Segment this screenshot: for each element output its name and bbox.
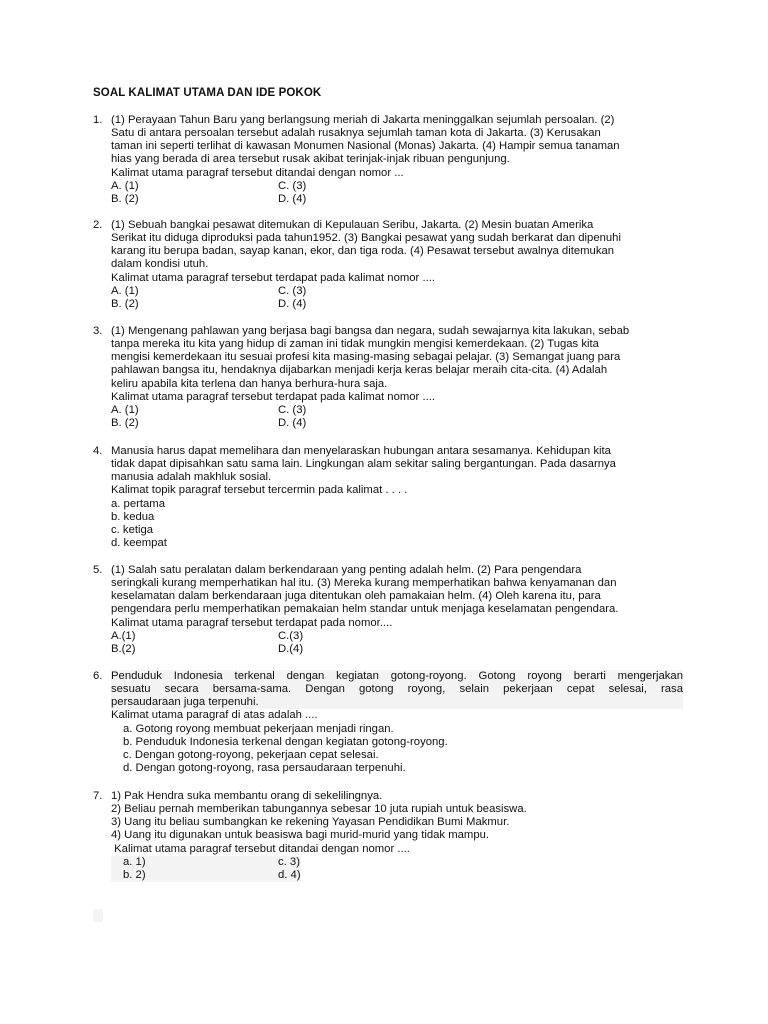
option-d: D. (4) bbox=[278, 417, 307, 430]
question-4 bbox=[93, 445, 683, 550]
option-c: C.(3) bbox=[278, 629, 304, 642]
option-c: C. (3) bbox=[278, 179, 307, 192]
question-1 bbox=[93, 114, 683, 206]
option-b: b. kedua bbox=[111, 510, 155, 523]
question-6 bbox=[93, 670, 683, 775]
option-d: D. (4) bbox=[278, 192, 307, 205]
question-text-line: tanpa mereka itu kita yang hidup di zaman ini tidak mungkin mengisi kemerdekaan. (2) Tugas kita bbox=[111, 338, 599, 351]
question-7 bbox=[93, 790, 683, 882]
option-c: C. (3) bbox=[278, 284, 307, 297]
option-d: d. Dengan gotong-royong, rasa persaudaraan terpenuhi. bbox=[123, 762, 406, 775]
question-text-line: manusia adalah makhluk sosial. bbox=[111, 471, 272, 484]
question-text-line: karang itu berupa badan, sayap kanan, ekor, dan tiga roda. (4) Pesawat tersebut awalnya ditemukan bbox=[111, 245, 615, 258]
question-number: 1. bbox=[93, 114, 103, 126]
question-text-line: hias yang berada di area tersebut rusak akibat terinjak-injak ribuan pengunjung. bbox=[111, 153, 510, 166]
question-text-line: keliru apabila kita terlena dan hanya berhura-hura saja. bbox=[111, 377, 388, 390]
question-text-line: 4) Uang itu digunakan untuk beasiswa bagi murid-murid yang tidak mampu. bbox=[111, 829, 490, 842]
question-prompt: Kalimat utama paragraf di atas adalah .... bbox=[111, 709, 318, 722]
question-text-line: seringkali kurang memperhatikan hal itu. (3) Mereka kurang memperhatikan bahwa kenyamanan dan bbox=[111, 577, 617, 590]
question-text-line: (1) Salah satu peralatan dalam berkendaraan yang penting adalah helm. (2) Para pengendara bbox=[111, 564, 582, 576]
question-prompt: Kalimat utama paragraf tersebut ditandai dengan nomor .... bbox=[111, 842, 410, 855]
question-text-line: 2) Beliau pernah memberikan tabungannya sebesar 10 juta rupiah untuk beasiswa. bbox=[111, 803, 527, 816]
question-text-line: mengisi kemerdekaan itu sesuai profesi kita masing-masing sebagai pelajar. (3) Semangat juang para bbox=[111, 351, 621, 364]
question-prompt: Kalimat topik paragraf tersebut tercermin pada kalimat . . . . bbox=[111, 484, 408, 497]
option-a: A. (1) bbox=[111, 403, 139, 416]
option-d: d. keempat bbox=[111, 537, 167, 550]
option-b: b. Penduduk Indonesia terkenal dengan kegiatan gotong-royong. bbox=[123, 735, 448, 748]
question-text-line: tidak dapat dipisahkan satu sama lain. Lingkungan alam sekitar saling bergantungan. Pada dasarnya bbox=[111, 458, 616, 471]
question-text-line: pahlawan bangsa itu, hendaknya dijabarkan menjadi kerja keras belajar meraih cita-cita. (4) Adalah bbox=[111, 364, 608, 377]
question-text-line: dalam kondisi utuh. bbox=[111, 258, 209, 271]
question-2 bbox=[93, 219, 683, 311]
option-d: d. 4) bbox=[278, 868, 301, 881]
question-text-line: Penduduk Indonesia terkenal dengan kegiatan gotong-royong. Gotong royong berarti mengerjakan bbox=[111, 670, 683, 682]
question-prompt: Kalimat utama paragraf tersebut terdapat pada kalimat nomor .... bbox=[111, 271, 436, 284]
question-text-line: pengendara perlu memperhatikan pemakaian helm standar untuk menjaga keselamatan pengendara. bbox=[111, 603, 619, 616]
option-c: C. (3) bbox=[278, 403, 307, 416]
option-b: B. (2) bbox=[111, 192, 139, 205]
question-text-line: taman ini seperti terlihat di kawasan Monumen Nasional (Monas) Jakarta. (4) Hampir semua tanaman bbox=[111, 140, 620, 153]
question-text-line: persaudaraan juga terpenuhi. bbox=[111, 696, 683, 709]
question-prompt: Kalimat utama paragraf tersebut terdapat pada kalimat nomor .... bbox=[111, 390, 436, 403]
page-title: SOAL KALIMAT UTAMA DAN IDE POKOK bbox=[93, 87, 322, 99]
option-d: D. (4) bbox=[278, 297, 307, 310]
question-number: 3. bbox=[93, 325, 103, 337]
question-number: 4. bbox=[93, 445, 103, 457]
question-3 bbox=[93, 325, 683, 430]
option-c: c. 3) bbox=[278, 855, 300, 868]
question-number: 2. bbox=[93, 219, 103, 231]
option-a: a. pertama bbox=[111, 497, 166, 510]
option-d: D.(4) bbox=[278, 642, 304, 655]
question-5 bbox=[93, 564, 683, 656]
question-text-line: (1) Perayaan Tahun Baru yang berlangsung meriah di Jakarta meninggalkan sejumlah persoalan. (2) bbox=[111, 114, 615, 126]
question-prompt: Kalimat utama paragraf tersebut terdapat pada nomor.... bbox=[111, 616, 393, 629]
option-b: b. 2) bbox=[123, 868, 146, 881]
option-b: B. (2) bbox=[111, 297, 139, 310]
question-number: 5. bbox=[93, 564, 103, 576]
option-a: A. (1) bbox=[111, 179, 139, 192]
question-text-line: Manusia harus dapat memelihara dan menyelaraskan hubungan antara sesamanya. Kehidupan kita bbox=[111, 445, 611, 457]
question-number: 7. bbox=[93, 790, 103, 802]
question-text-line: 1) Pak Hendra suka membantu orang di sekelilingnya. bbox=[111, 790, 383, 802]
option-c: c. Dengan gotong-royong, pekerjaan cepat selesai. bbox=[123, 748, 379, 761]
option-c: c. ketiga bbox=[111, 523, 154, 536]
option-b: B.(2) bbox=[111, 642, 136, 655]
option-a: A.(1) bbox=[111, 629, 136, 642]
option-a: a. 1) bbox=[123, 855, 146, 868]
question-text-line: Serikat itu diduga diproduksi pada tahun1952. (3) Bangkai pesawat yang sudah berkarat dan dipenuhi bbox=[111, 232, 621, 245]
question-text-line: (1) Sebuah bangkai pesawat ditemukan di Kepulauan Seribu, Jakarta. (2) Mesin buatan Amerika bbox=[111, 219, 594, 231]
question-text-line: keselamatan dalam berkendaraan juga ditentukan oleh pamakaian helm. (4) Oleh karena itu, para bbox=[111, 590, 601, 603]
question-text-line: sesuatu secara bersama-sama. Dengan gotong royong, selain pekerjaan cepat selesai, rasa bbox=[111, 683, 683, 696]
question-text-line: (1) Mengenang pahlawan yang berjasa bagi bangsa dan negara, sudah sewajarnya kita lakukan, sebab bbox=[111, 325, 630, 337]
question-number: 6. bbox=[93, 670, 103, 682]
blank-mark bbox=[93, 909, 103, 922]
question-prompt: Kalimat utama paragraf tersebut ditandai dengan nomor ... bbox=[111, 166, 404, 179]
option-b: B. (2) bbox=[111, 417, 139, 430]
question-text-line: Satu di antara persoalan tersebut adalah rusaknya sejumlah taman kota di Jakarta. (3) Kerusakan bbox=[111, 127, 601, 140]
option-a: a. Gotong royong membuat pekerjaan menjadi ringan. bbox=[123, 722, 394, 735]
option-a: A. (1) bbox=[111, 284, 139, 297]
question-text-line: 3) Uang itu beliau sumbangkan ke rekening Yayasan Pendidikan Bumi Makmur. bbox=[111, 816, 510, 829]
